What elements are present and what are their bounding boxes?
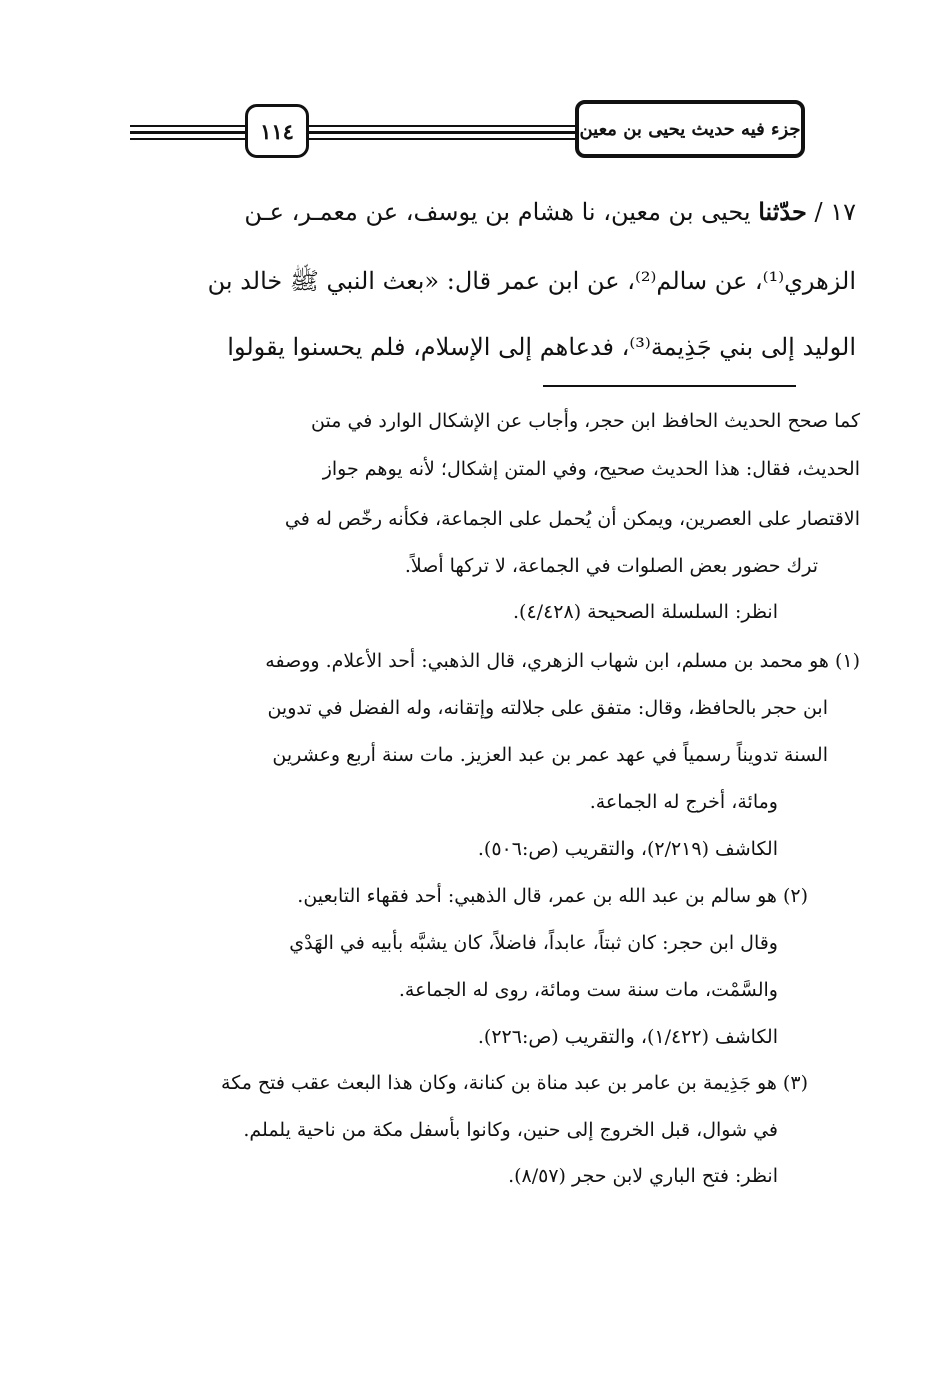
- footnote-continuation-reference: انظر: السلسلة الصحيحة (٤/٤٢٨).: [513, 601, 778, 623]
- book-title: جزء فيه حديث يحيى بن معين: [575, 100, 805, 158]
- footnote-2-reference: الكاشف (١/٤٢٢)، والتقريب (ص:٢٢٦).: [477, 1026, 778, 1048]
- footnote-1-line: السنة تدويناً رسمياً في عهد عمر بن عبد العزيز. مات سنة أربع وعشرين: [272, 744, 828, 766]
- hadith-line-3: الوليد إلى بني جَذِيمة⁽³⁾، فدعاهم إلى الإسلام، فلم يحسنوا يقولوا: [227, 333, 856, 361]
- footnote-continuation-line: الحديث، فقال: هذا الحديث صحيح، وفي المتن إشكال؛ لأنه يوهم جواز: [322, 458, 860, 480]
- narration-verb: حدّثنا: [758, 197, 807, 226]
- hadith-line-1-rest: يحيى بن معين، نا هشام بن يوسف، عن معمـر، عـن: [244, 198, 751, 226]
- footnote-2-line: والسَّمْت، مات سنة ست ومائة، روى له الجماعة.: [398, 979, 778, 1001]
- footnote-3-line: في شوال، قبل الخروج إلى حنين، وكانوا بأسفل مكة من ناحية يلملم.: [243, 1119, 778, 1141]
- hadith-line-1: [156, 196, 856, 228]
- footnote-2-line: (٢) هو سالم بن عبد الله بن عمر، قال الذهبي: أحد فقهاء التابعين.: [297, 885, 808, 907]
- footnote-2-line: وقال ابن حجر: كان ثبتاً، عابداً، فاضلاً، كان يشبَّه بأبيه في الهَدْي: [289, 932, 778, 954]
- footnote-3-reference: انظر: فتح الباري لابن حجر (٨/٥٧).: [508, 1165, 778, 1187]
- footnote-continuation-line: الاقتصار على العصرين، ويمكن أن يُحمل على الجماعة، فكأنه رخّص له في: [284, 508, 860, 530]
- page-number: ١١٤: [245, 104, 309, 158]
- footnote-1-reference: الكاشف (٢/٢١٩)، والتقريب (ص:٥٠٦).: [477, 838, 778, 860]
- footnote-continuation-line: كما صحح الحديث الحافظ ابن حجر، وأجاب عن الإشكال الوارد في متن: [311, 410, 860, 432]
- footnote-1-line: ومائة، أخرج له الجماعة.: [589, 791, 778, 813]
- hadith-number: ١٧ /: [814, 198, 856, 226]
- hadith-line-2: الزهري⁽¹⁾، عن سالم⁽²⁾، عن ابن عمر قال: «بعث النبي ﷺ خالد بن: [207, 267, 856, 295]
- header-rule-bottom: [130, 138, 580, 140]
- footnote-continuation-line: ترك حضور بعض الصلوات في الجماعة، لا تركها أصلاً.: [404, 555, 818, 577]
- footnote-1-line: (١) هو محمد بن مسلم، ابن شهاب الزهري، قال الذهبي: أحد الأعلام. ووصفه: [265, 650, 860, 672]
- header-rule-top: [130, 125, 580, 127]
- footnote-3-line: (٣) هو جَذِيمة بن عامر بن عبد مناة بن كنانة، وكان هذا البعث عقب فتح مكة: [221, 1072, 808, 1094]
- header-rule-middle: [130, 131, 580, 134]
- footnote-separator: [543, 385, 796, 387]
- footnote-1-line: ابن حجر بالحافظ، وقال: متفق على جلالته وإتقانه، وله الفضل في تدوين: [267, 697, 828, 719]
